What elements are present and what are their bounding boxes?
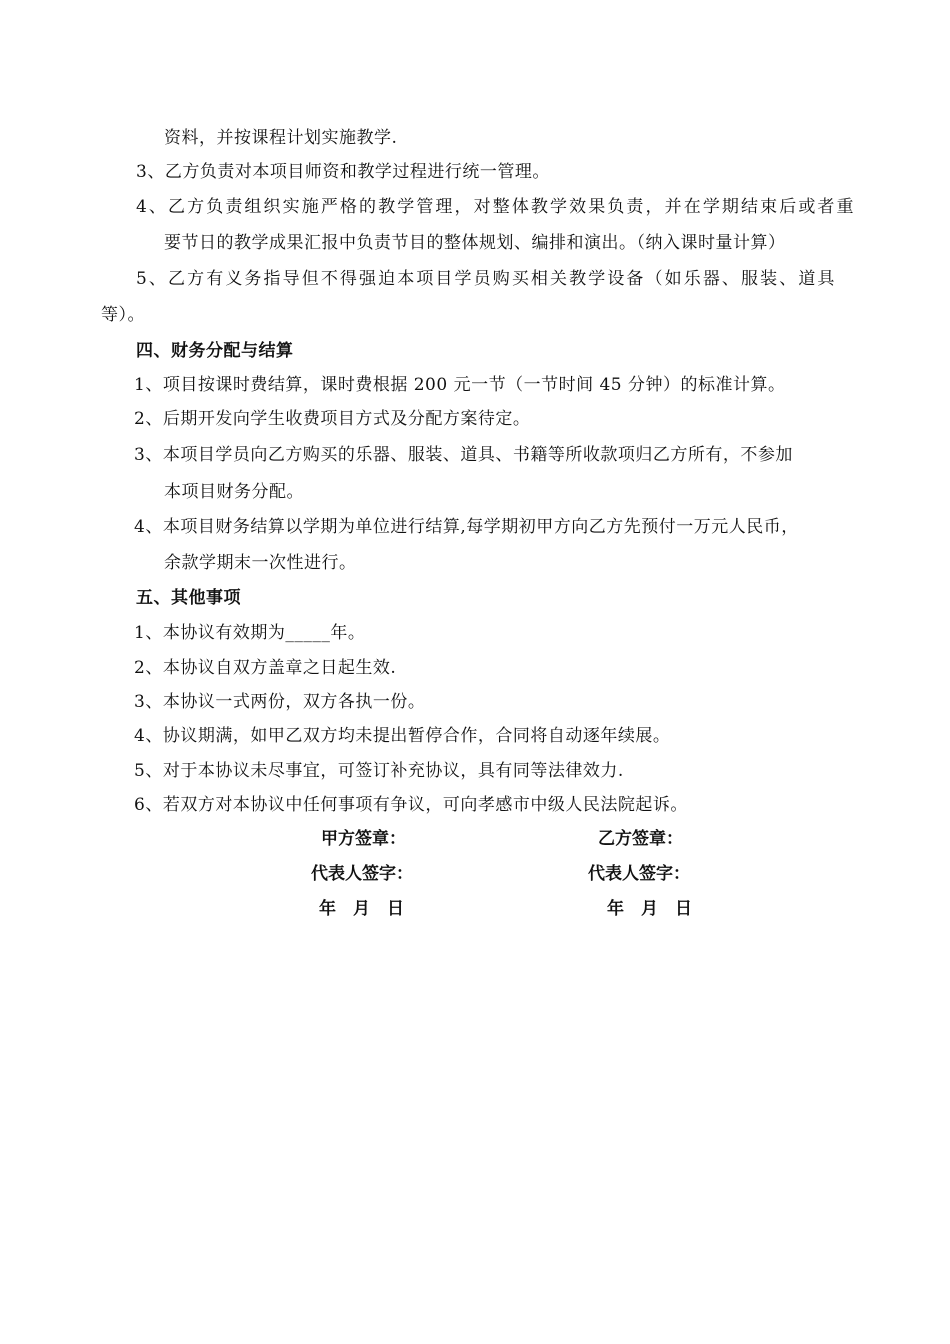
section4-item3-line2: 本项目财务分配。 <box>164 482 304 502</box>
party-b-date-label: 年 月 日 <box>607 899 692 919</box>
party-a-date-label: 年 月 日 <box>319 899 404 919</box>
section3-item5-line2: 等）。 <box>101 305 145 325</box>
party-a-representative-label: 代表人签字： <box>311 864 413 884</box>
section5-heading: 五、其他事项 <box>136 588 241 608</box>
party-b-representative-label: 代表人签字： <box>588 864 690 884</box>
section3-item4-line2: 要节日的教学成果汇报中负责节目的整体规划、编排和演出。（纳入课时量计算） <box>164 233 786 253</box>
section5-item3: 3、本协议一式两份，双方各执一份。 <box>134 692 426 712</box>
section4-item2: 2、后期开发向学生收费项目方式及分配方案待定。 <box>134 409 531 429</box>
section4-item3-line1: 3、本项目学员向乙方购买的乐器、服装、道具、书籍等所收款项归乙方所有，不参加 <box>134 445 793 465</box>
section4-item4-line2: 余款学期末一次性进行。 <box>164 553 357 573</box>
party-a-seal-label: 甲方签章： <box>321 829 406 849</box>
section4-item1: 1、项目按课时费结算，课时费根据 200 元一节（一节时间 45 分钟）的标准计算。 <box>134 375 786 395</box>
section3-item2-continuation: 资料，并按课程计划实施教学. <box>164 128 398 148</box>
section4-item4-line1: 4、本项目财务结算以学期为单位进行结算,每学期初甲方向乙方先预付一万元人民币， <box>134 517 799 537</box>
section5-item2: 2、本协议自双方盖章之日起生效. <box>134 658 397 678</box>
section4-heading: 四、财务分配与结算 <box>136 341 294 361</box>
section3-item4-line1: 4、乙方负责组织实施严格的教学管理，对整体教学效果负责，并在学期结束后或者重 <box>136 197 856 217</box>
section5-item5: 5、对于本协议未尽事宜，可签订补充协议，具有同等法律效力. <box>134 761 624 781</box>
section3-item3: 3、乙方负责对本项目师资和教学过程进行统一管理。 <box>136 162 550 182</box>
section5-item4: 4、协议期满，如甲乙双方均未提出暂停合作，合同将自动逐年续展。 <box>134 726 671 746</box>
section3-item5-line1: 5、乙方有义务指导但不得强迫本项目学员购买相关教学设备（如乐器、服装、道具 <box>136 269 837 289</box>
party-b-seal-label: 乙方签章： <box>598 829 683 849</box>
section5-item1: 1、本协议有效期为_____年。 <box>134 623 366 643</box>
section5-item6: 6、若双方对本协议中任何事项有争议，可向孝感市中级人民法院起诉。 <box>134 795 688 815</box>
